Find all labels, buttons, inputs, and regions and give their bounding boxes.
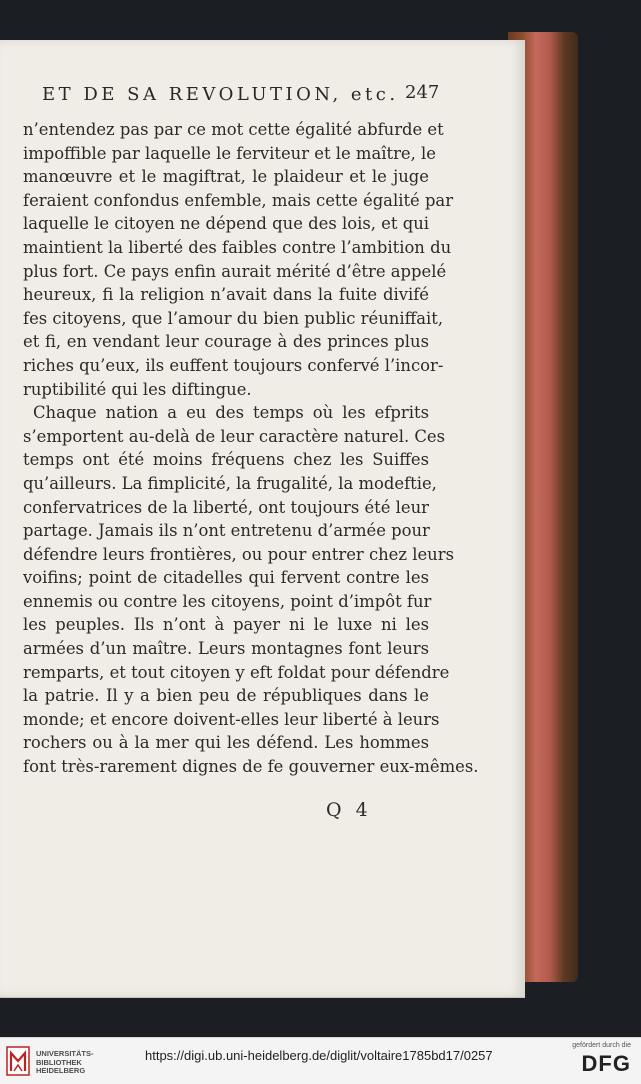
text-line: n’entendez pas par ce mot cette égalité abfurde et [23, 120, 444, 139]
text-line: manœuvre et le magiftrat, le plaideur et le juge [23, 167, 429, 187]
library-logo-line: HEIDELBERG [36, 1066, 86, 1075]
page-number: 247 [405, 82, 440, 103]
library-logo-line: BIBLIOTHEK [36, 1057, 82, 1067]
text-line: temps ont été moins fréquens chez les Suiffes [23, 450, 429, 470]
dfg-badge[interactable] [561, 1042, 631, 1080]
text-line: feraient confondus enfemble, mais cette égalité par [23, 190, 454, 210]
text-line: plus fort. Ce pays enfin aurait mérité d’être appelé [23, 261, 447, 281]
signature-mark: Q 4 [326, 799, 372, 821]
text-line: la patrie. Il y a bien peu de républiques dans le [23, 686, 429, 706]
text-line: les peuples. Ils n’ont à payer ni le luxe ni les [23, 615, 429, 635]
text-line: ennemis ou contre les citoyens, point d’impôt fur [23, 591, 432, 611]
text-line: fes citoyens, que l’amour du bien public réuniffait, [23, 308, 444, 328]
text-line: maintient la liberté des faibles contre l’ambition du [23, 237, 452, 257]
body-text [23, 118, 479, 779]
text-line: Chaque nation a eu des temps où les efprits [33, 403, 429, 423]
text-line: partage. Jamais ils n’ont entretenu d’armée pour [23, 521, 430, 541]
text-line: rochers ou à la mer qui les défend. Les hommes [23, 733, 429, 753]
dfg-logo: DFG [581, 1051, 631, 1076]
text-line: ruptibilité qui les diftingue. [23, 379, 252, 399]
text-line: impoffible par laquelle le ferviteur et le maître, le [23, 143, 436, 163]
text-line: qu’ailleurs. La fimplicité, la frugalité, la modeftie, [23, 473, 437, 493]
library-logo-icon [6, 1045, 30, 1077]
permalink-url[interactable]: https://digi.ub.uni-heidelberg.de/diglit/voltaire1785bd17/0257 [145, 1048, 493, 1063]
text-line: font très-rarement dignes de fe gouverner eux-mêmes. [23, 757, 479, 777]
library-logo[interactable] [6, 1043, 116, 1079]
library-logo-text [36, 1050, 94, 1076]
text-line: et fi, en vendant leur courage à des princes plus [23, 332, 429, 352]
text-line: voifins; point de citadelles qui fervent contre les [23, 568, 429, 588]
text-line: défendre leurs frontières, ou pour entrer chez leurs [23, 544, 454, 564]
text-line: remparts, et tout citoyen y eft foldat pour défendre [23, 662, 450, 682]
text-line: armées d’un maître. Leurs montagnes font leurs [23, 639, 429, 659]
library-logo-line: UNIVERSITÄTS- [36, 1049, 94, 1058]
text-line: s’emportent au-delà de leur caractère naturel. Ces [23, 426, 446, 446]
running-head [42, 82, 440, 105]
text-line: monde; et encore doivent-elles leur liberté à leurs [23, 709, 440, 729]
text-line: riches qu’eux, ils euffent toujours confervé l’incor- [23, 355, 444, 375]
running-title: ET DE SA REVOLUTION, etc. [42, 84, 399, 105]
text-line: heureux, fi la religion n’avait dans la fuite divifé [23, 285, 429, 305]
text-line: confervatrices de la liberté, ont toujours été leur [23, 497, 429, 517]
dfg-caption: gefördert durch die [572, 1042, 631, 1049]
footer-bar [0, 1037, 641, 1084]
text-line: laquelle le citoyen ne dépend que des lois, et qui [23, 214, 429, 234]
